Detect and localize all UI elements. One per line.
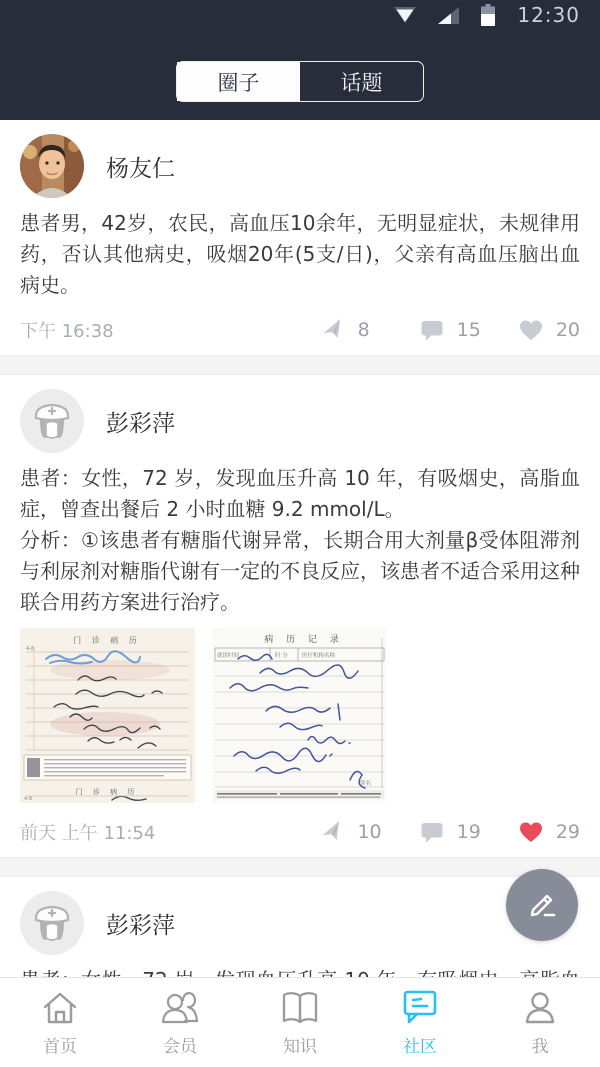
like-count: 20 (555, 319, 580, 341)
svg-text:医疗机构名称: 医疗机构名称 (302, 653, 336, 659)
post-3-head (20, 891, 580, 955)
paper-plane-icon (320, 820, 344, 844)
tab-circles-label: 圈子 (217, 70, 260, 95)
nav-label-community: 社区 (403, 1036, 437, 1057)
heart-icon-liked (519, 821, 543, 843)
male-photo-avatar (20, 134, 84, 198)
post-2-head (20, 389, 580, 453)
like-count: 29 (555, 821, 580, 843)
nav-item-members[interactable] (120, 978, 240, 1067)
avatar-nurse[interactable] (20, 389, 84, 453)
paper-plane-icon (321, 318, 345, 342)
knowledge-icon (280, 991, 320, 1025)
like-button[interactable] (519, 319, 580, 341)
svg-text:时 分: 时 分 (275, 653, 288, 659)
header (0, 0, 600, 120)
post-divider (0, 857, 600, 877)
attachment-medical-notes[interactable] (212, 628, 387, 803)
post-2-footer (20, 815, 580, 849)
author-name[interactable]: 彭彩萍 (106, 912, 175, 939)
comment-count: 15 (456, 319, 481, 341)
like-button[interactable] (519, 821, 580, 843)
comment-count: 19 (456, 821, 481, 843)
post-1-body (20, 208, 580, 301)
wifi-icon (394, 7, 416, 24)
nav-item-community[interactable] (360, 978, 480, 1067)
feed-list[interactable] (0, 120, 600, 977)
feed-tab-switcher (176, 61, 424, 102)
comment-bubble-icon (420, 318, 444, 342)
members-icon (160, 991, 200, 1025)
community-icon (401, 989, 439, 1025)
compose-button[interactable] (506, 869, 578, 941)
attachment-outpatient-record[interactable] (20, 628, 195, 803)
svg-text:签名: 签名 (360, 781, 372, 787)
avatar-nurse[interactable] (20, 891, 84, 955)
me-icon (522, 991, 558, 1025)
post-1 (0, 120, 600, 355)
bottom-nav (0, 977, 600, 1067)
svg-text:4-8: 4-8 (24, 796, 33, 802)
home-icon (41, 991, 79, 1025)
post-text: 分析：①该患者有糖脂代谢异常，长期合用大剂量β受体阻滞剂与利尿剂对糖脂代谢有一定的不良反应，该患者不适合采用这种联合用药方案进行治疗。 (20, 528, 580, 614)
tab-circles[interactable] (177, 62, 300, 101)
nav-label-members: 会员 (163, 1036, 197, 1057)
comment-button[interactable] (420, 318, 481, 342)
nav-label-knowledge: 知识 (283, 1036, 317, 1057)
post-text: 患者：女性，72 岁，发现血压升高 10 年，有吸烟史，高脂血症，曾查出餐后 2 小时血糖 9.2 mmol/L。 (20, 466, 580, 521)
svg-text:4-8: 4-8 (26, 646, 35, 652)
tab-topics[interactable] (300, 62, 423, 101)
nav-item-home[interactable] (0, 978, 120, 1067)
nurse-avatar-icon (20, 389, 84, 453)
svg-text:就诊时间: 就诊时间 (217, 653, 240, 659)
nav-label-me: 我 (531, 1036, 549, 1057)
heart-icon (519, 319, 543, 341)
comment-bubble-icon (420, 820, 444, 844)
share-count: 8 (357, 319, 370, 341)
svg-text:门 诊 病 历: 门 诊 病 历 (73, 636, 141, 645)
post-2-attachments (20, 628, 580, 803)
cellular-icon (438, 7, 459, 24)
share-button[interactable] (320, 820, 381, 844)
status-bar (0, 0, 600, 30)
comment-button[interactable] (420, 820, 481, 844)
share-button[interactable] (321, 318, 382, 342)
post-divider (0, 355, 600, 375)
post-2 (0, 375, 600, 857)
nav-item-knowledge[interactable] (240, 978, 360, 1067)
svg-text:门 诊 病 历: 门 诊 病 历 (75, 788, 139, 796)
nurse-avatar-icon (20, 891, 84, 955)
tab-topics-label: 话题 (340, 70, 383, 95)
post-timestamp: 前天 上午 11:54 (20, 823, 156, 844)
status-time: 12:30 (517, 3, 580, 27)
pencil-icon (523, 886, 561, 924)
post-2-body (20, 463, 580, 618)
nav-label-home: 首页 (43, 1036, 77, 1057)
post-1-footer (20, 313, 580, 347)
author-name[interactable]: 杨友仁 (106, 155, 175, 182)
share-count: 10 (357, 821, 382, 843)
outpatient-record-image (20, 628, 195, 803)
svg-text:病 历 记 录: 病 历 记 录 (264, 635, 344, 645)
avatar-photo[interactable] (20, 134, 84, 198)
post-text: 患者男，42岁，农民，高血压10余年，无明显症状，未规律用药，否认其他病史，吸烟20年(5支/日)，父亲有高血压脑出血病史。 (20, 211, 580, 297)
author-name[interactable]: 彭彩萍 (106, 410, 175, 437)
battery-icon (481, 4, 495, 26)
medical-notes-image (212, 628, 387, 803)
post-1-head (20, 134, 580, 198)
nav-item-me[interactable] (480, 978, 600, 1067)
post-timestamp: 下午 16:38 (20, 321, 114, 342)
